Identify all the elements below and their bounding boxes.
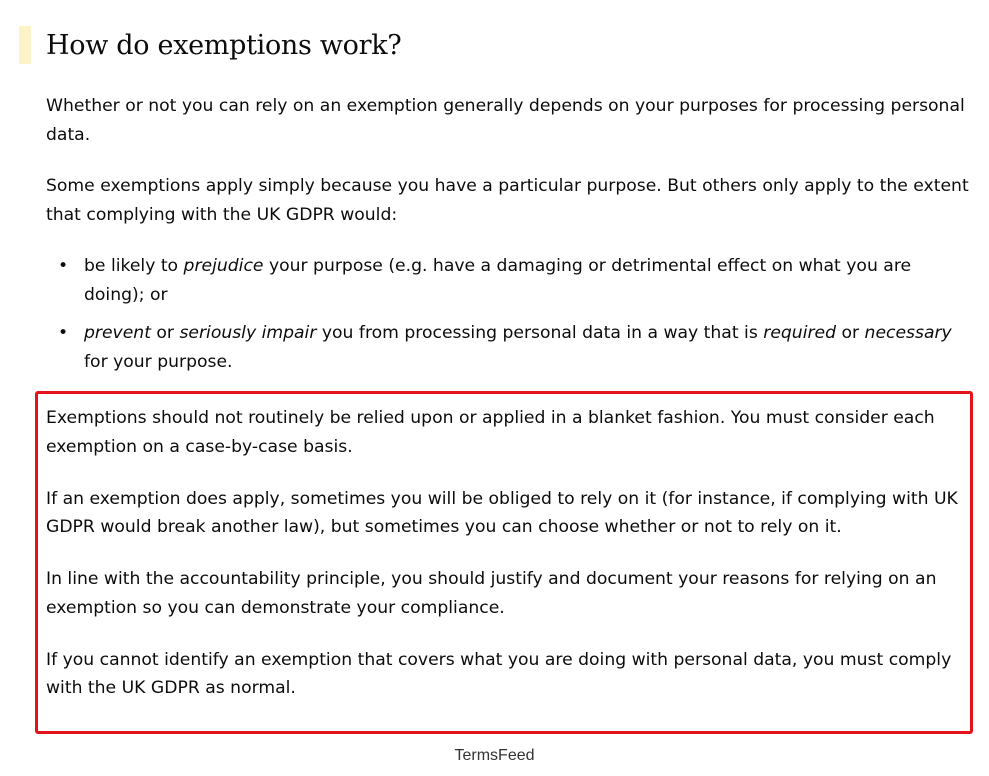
bullet-icon: • [58,323,69,343]
footer-brand: TermsFeed [454,747,535,764]
list-text: be likely to [84,256,184,276]
article-body [46,92,976,386]
list-emphasis: prevent [84,323,151,343]
section-heading [19,26,401,64]
list-text: your purpose (e.g. have a damaging or detrimental effect on what you are doing); or [84,256,912,305]
callout-paragraph: Exemptions should not routinely be relied upon or applied in a blanket fashion. You must consider each exemption on a case-by-case basis. [46,408,935,457]
list-emphasis: necessary [864,323,952,343]
page-title: How do exemptions work? [46,29,402,61]
list-text: you from processing personal data in a way that is [316,323,764,343]
callout-paragraph: If an exemption does apply, sometimes you will be obliged to rely on it (for instance, if complying with UK GDPR would break another law), but sometimes you can choose whether or not to rely on it. [46,488,958,537]
list-emphasis: required [763,323,837,343]
list-emphasis: prejudice [183,256,264,276]
list-text: or [150,323,180,343]
highlighted-callout-box [35,391,973,734]
callout-paragraph: If you cannot identify an exemption that covers what you are doing with personal data, you must comply with the UK GDPR as normal. [46,649,952,698]
list-text: for your purpose. [84,351,233,372]
list-item [58,252,976,309]
intro-paragraph-2: Some exemptions apply simply because you have a particular purpose. But others only apply to the extent that complying with the UK GDPR would: [46,176,969,225]
conditions-list [46,252,976,376]
callout-paragraph: In line with the accountability principle, you should justify and document your reasons for relying on an exemption so you can demonstrate your compliance. [46,569,937,618]
intro-paragraph-1: Whether or not you can rely on an exemption generally depends on your purposes for processing personal data. [46,96,965,145]
list-text: or [836,323,865,343]
bullet-icon: • [58,256,69,276]
list-emphasis: seriously impair [179,323,317,343]
heading-accent-bar [19,26,31,64]
list-item [58,319,976,376]
